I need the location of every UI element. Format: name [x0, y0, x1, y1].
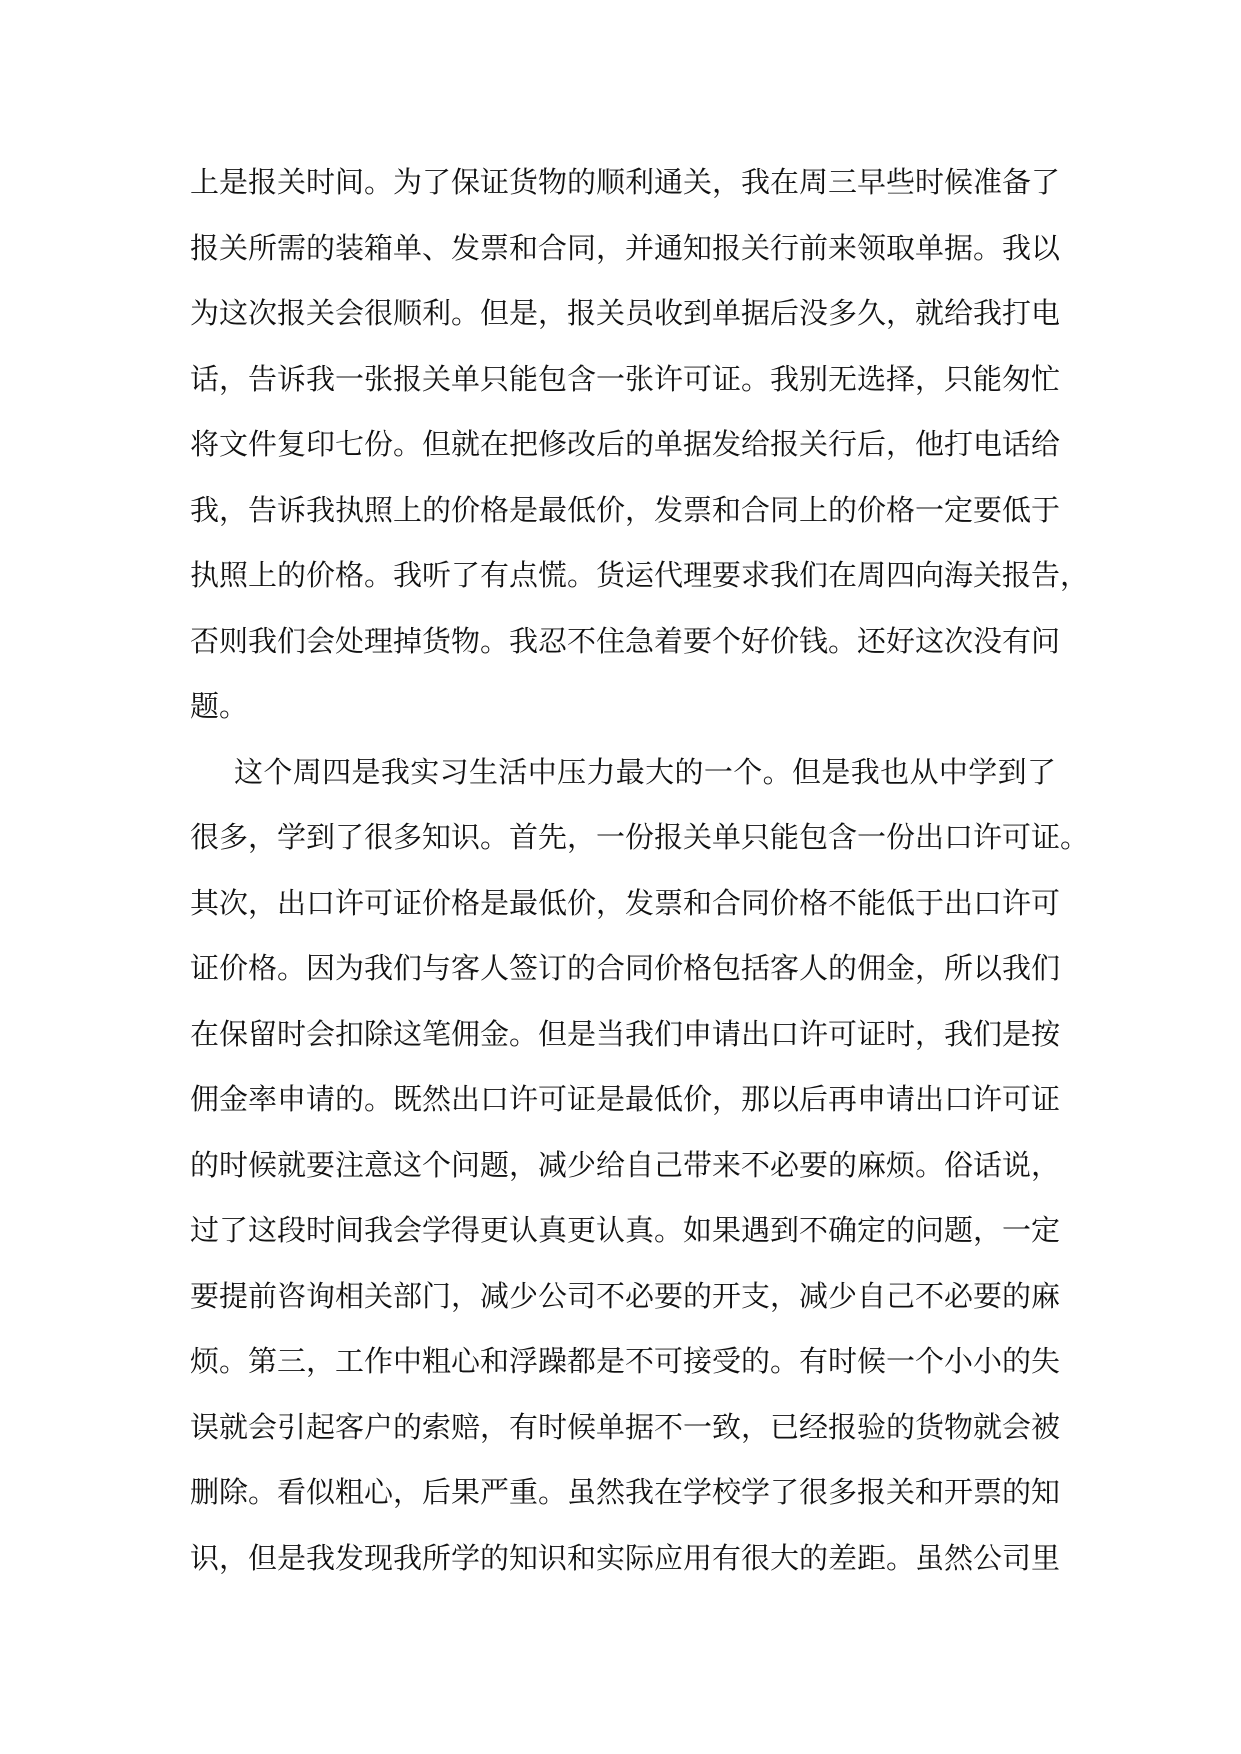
text-line: 这个周四是我实习生活中压力最大的一个。但是我也从中学到了	[234, 754, 1056, 789]
text-line: 过了这段时间我会学得更认真更认真。如果遇到不确定的问题，一定	[190, 1213, 1061, 1247]
text-line: 为这次报关会很顺利。但是，报关员收到单据后没多久，就给我打电	[190, 296, 1061, 330]
paragraph-1	[190, 150, 1090, 740]
text-line: 要提前咨询相关部门，减少公司不必要的开支，减少自己不必要的麻	[190, 1278, 1061, 1313]
text-line: 我，告诉我执照上的价格是最低价，发票和合同上的价格一定要低于	[190, 492, 1061, 527]
paragraph-2	[190, 740, 1090, 1592]
text-line: 在保留时会扣除这笔佣金。但是当我们申请出口许可证时，我们是按	[190, 1016, 1061, 1051]
text-line: 的时候就要注意这个问题，减少给自己带来不必要的麻烦。俗话说，	[190, 1147, 1061, 1182]
text-line: 烦。第三，工作中粗心和浮躁都是不可接受的。有时候一个小小的失	[190, 1344, 1061, 1378]
text-line: 执照上的价格。我听了有点慌。货运代理要求我们在周四向海关报告，	[190, 558, 1090, 592]
text-line: 上是报关时间。为了保证货物的顺利通关，我在周三早些时候准备了	[190, 165, 1061, 199]
text-line: 报关所需的装箱单、发票和合同，并通知报关行前来领取单据。我以	[190, 230, 1061, 265]
text-line: 删除。看似粗心，后果严重。虽然我在学校学了很多报关和开票的知	[190, 1475, 1061, 1509]
document-body	[190, 150, 1090, 1591]
text-line: 将文件复印七份。但就在把修改后的单据发给报关行后，他打电话给	[190, 427, 1061, 461]
text-line: 题。	[190, 689, 249, 723]
text-line: 识，但是我发现我所学的知识和实际应用有很大的差距。虽然公司里	[190, 1540, 1061, 1575]
text-line: 佣金率申请的。既然出口许可证是最低价，那以后再申请出口许可证	[190, 1082, 1061, 1116]
text-line: 话，告诉我一张报关单只能包含一张许可证。我别无选择，只能匆忙	[190, 361, 1061, 396]
text-line: 很多，学到了很多知识。首先，一份报关单只能包含一份出口许可证。	[190, 820, 1090, 854]
text-line: 其次，出口许可证价格是最低价，发票和合同价格不能低于出口许可	[190, 885, 1061, 920]
text-line: 否则我们会处理掉货物。我忍不住急着要个好价钱。还好这次没有问	[190, 623, 1061, 658]
text-line: 证价格。因为我们与客人签订的合同价格包括客人的佣金，所以我们	[190, 951, 1061, 985]
text-line: 误就会引起客户的索赔，有时候单据不一致，已经报验的货物就会被	[190, 1409, 1061, 1444]
